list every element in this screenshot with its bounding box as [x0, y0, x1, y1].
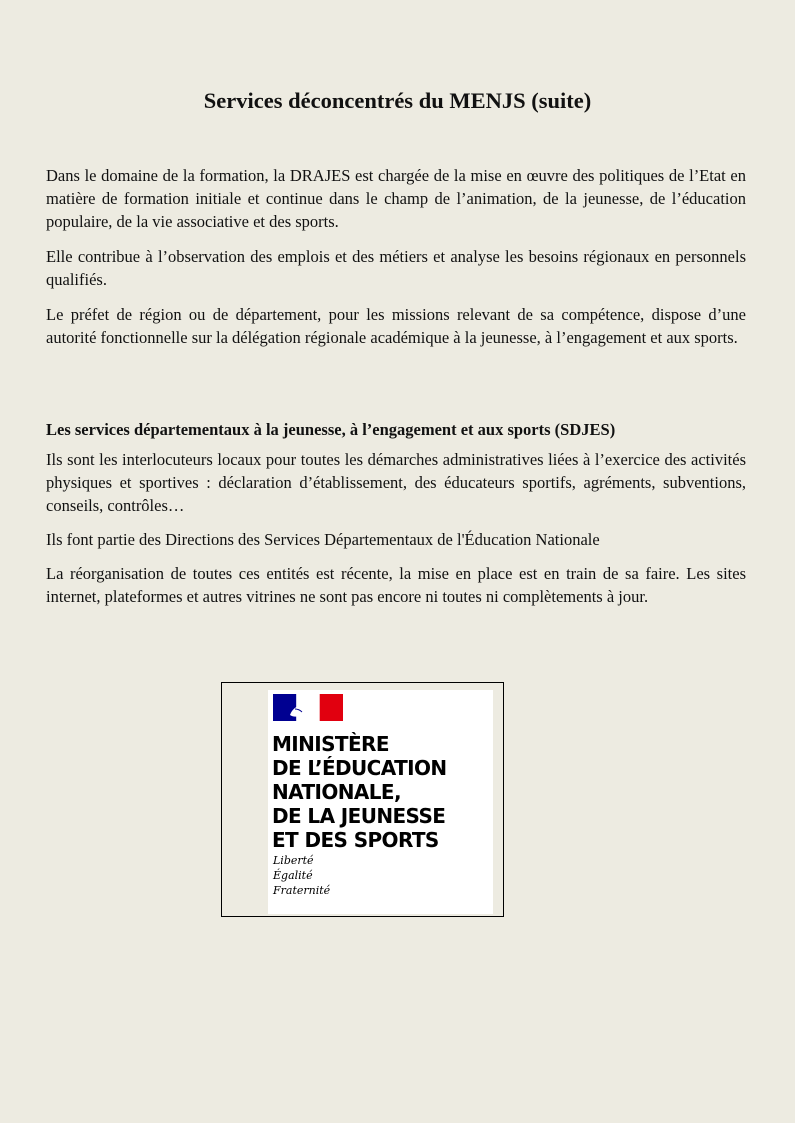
ministry-name-line-2: DE L’ÉDUCATION	[272, 756, 447, 780]
ministry-name-line-4: DE LA JEUNESSE	[272, 804, 446, 828]
sdjes-section	[46, 418, 746, 608]
page-title: Services déconcentrés du MENJS (suite)	[203, 88, 592, 113]
sdjes-paragraph-reorganisation: La réorganisation de toutes ces entités est récente, la mise en place est en train de sa faire. Les sites internet, plateformes et autres vitrines ne sont pas encore ni toutes ni complètements à jour.	[46, 564, 746, 606]
motto-fraternite: Fraternité	[273, 884, 331, 897]
ministry-name	[272, 732, 492, 852]
sdjes-paragraph-dsden: Ils font partie des Directions des Services Départementaux de l'Éducation Nationale	[46, 530, 600, 549]
marianne-flag-icon	[273, 694, 343, 721]
drajes-paragraph-prefet: Le préfet de région ou de département, pour les missions relevant de sa compétence, dispose d’une autorité fonctionnelle sur la délégation régionale académique à la jeunesse, à l’engagement et aux sports.	[46, 305, 746, 347]
ministry-logo	[268, 690, 493, 914]
drajes-paragraph-formation: Dans le domaine de la formation, la DRAJES est chargée de la mise en œuvre des politiques de l’Etat en matière de formation initiale et continue dans le champ de l’animation, de la jeunesse, de l’éducation populaire, de la vie associative et des sports.	[46, 166, 746, 231]
motto-liberte: Liberté	[273, 854, 314, 867]
ministry-name-line-1: MINISTÈRE	[272, 732, 389, 756]
drajes-paragraph-emplois: Elle contribue à l’observation des emplois et des métiers et analyse les besoins régionaux en personnels qualifiés.	[46, 247, 746, 289]
motto-egalite: Égalité	[273, 869, 313, 882]
ministry-logo-frame	[221, 682, 504, 917]
ministry-name-line-5: ET DES SPORTS	[272, 828, 439, 852]
ministry-name-line-3: NATIONALE,	[272, 780, 401, 804]
sdjes-heading: Les services départementaux à la jeunesse, à l’engagement et aux sports (SDJES)	[46, 420, 616, 439]
sdjes-paragraph-interlocuteurs: Ils sont les interlocuteurs locaux pour toutes les démarches administratives liées à l’exercice des activités physiques et sportives : déclaration d’établissement, des éducateurs sportifs, agréments, subventions, conseils, contrôles…	[46, 450, 746, 515]
republic-motto	[273, 853, 330, 898]
drajes-section	[46, 164, 746, 349]
